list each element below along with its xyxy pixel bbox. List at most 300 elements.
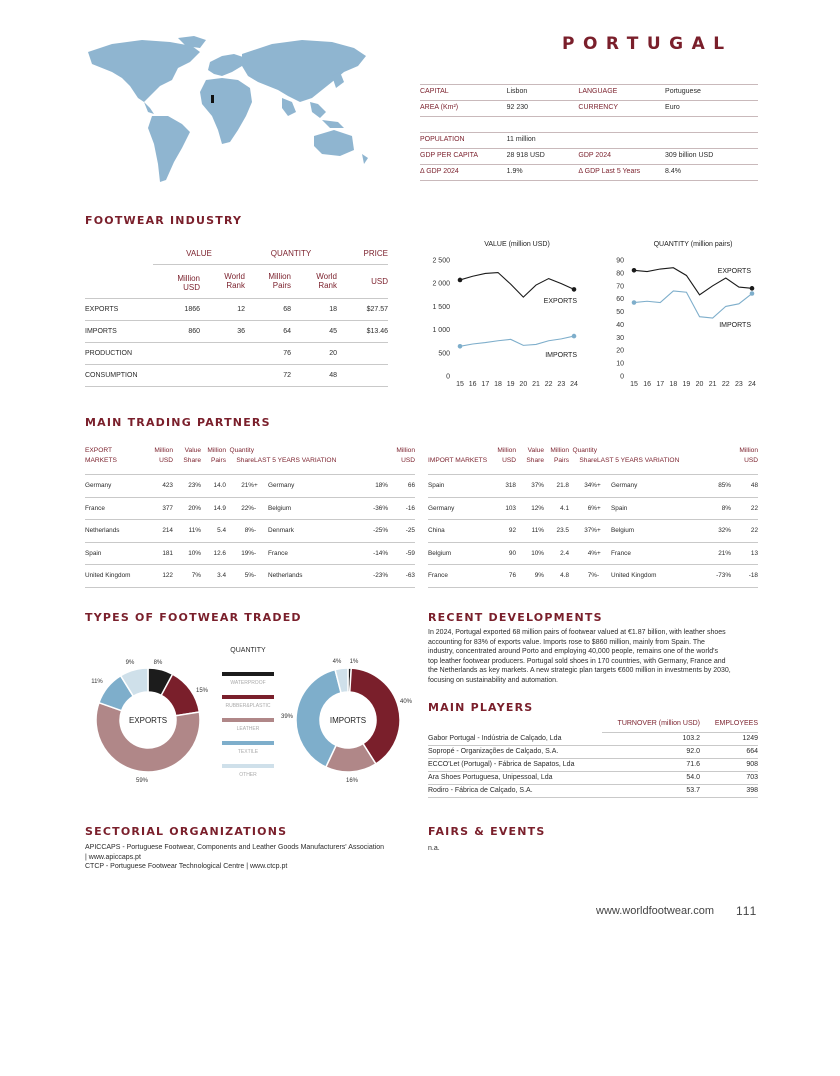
- player-cell: 54.0: [602, 771, 700, 784]
- trade-cell: 377: [145, 497, 173, 520]
- fairs-events-title: FAIRS & EVENTS: [428, 825, 546, 838]
- trade-cell: 48: [731, 475, 758, 498]
- x-tick-label: 20: [695, 381, 704, 388]
- trade-col-header: LAST 5 YEARS VARIATION: [597, 446, 703, 475]
- industry-cell: 12: [200, 298, 245, 320]
- trade-cell: 32%: [703, 520, 731, 543]
- donut-slice-label: 8%: [153, 660, 163, 666]
- y-tick-label: 60: [616, 296, 624, 304]
- legend-item: [222, 695, 274, 709]
- series-point: [632, 300, 637, 305]
- trade-cell: 4%: [569, 542, 597, 565]
- trade-cell: -16: [388, 497, 415, 520]
- series-line-imports: [634, 291, 752, 318]
- trade-cell: 66: [388, 475, 415, 498]
- series-point: [458, 278, 463, 283]
- info-value: [665, 133, 758, 149]
- industry-row-label: PRODUCTION: [85, 342, 153, 364]
- info-label: AREA (Km²): [420, 101, 507, 117]
- y-tick-label: 20: [616, 347, 624, 355]
- info-row: [420, 101, 758, 117]
- info-label: Δ GDP 2024: [420, 165, 507, 181]
- player-cell: 103.2: [602, 732, 700, 745]
- trade-market: Spain: [428, 475, 488, 498]
- player-cell: 398: [700, 784, 758, 797]
- imports-donut-chart: [278, 650, 418, 785]
- info-label: CAPITAL: [420, 85, 507, 101]
- trade-cell: 13: [731, 542, 758, 565]
- legend-swatch: [222, 695, 274, 699]
- trade-cell: 14.9: [201, 497, 226, 520]
- trade-row: [428, 542, 758, 565]
- industry-cell: 45: [291, 320, 337, 342]
- legend-label: LEATHER: [236, 726, 260, 732]
- trade-cell: -: [254, 542, 268, 565]
- series-label: IMPORTS: [545, 352, 577, 359]
- trade-cell: +: [597, 475, 611, 498]
- quantity-line-chart: [600, 236, 765, 392]
- trade-row: [85, 542, 415, 565]
- trade-cell: 11%: [516, 520, 544, 543]
- info-label: POPULATION: [420, 133, 507, 149]
- donut-slice-label: 9%: [125, 660, 135, 666]
- industry-row-label: IMPORTS: [85, 320, 153, 342]
- x-tick-label: 23: [734, 381, 743, 388]
- trade-col-header: [703, 446, 731, 475]
- player-name: Rodiro - Fábrica de Calçado, S.A.: [428, 784, 602, 797]
- trade-cell: -23%: [360, 565, 388, 588]
- trade-variation-market: Spain: [611, 497, 703, 520]
- recent-developments-text: [428, 628, 763, 685]
- trade-cell: 23.5: [544, 520, 569, 543]
- industry-cell: $13.46: [337, 320, 388, 342]
- trade-cell: 4.8: [544, 565, 569, 588]
- trade-header-row: [85, 446, 415, 475]
- trade-cell: 12%: [516, 497, 544, 520]
- x-tick-label: 15: [456, 381, 464, 388]
- info-value: Portuguese: [665, 85, 758, 101]
- industry-cell: 1866: [153, 298, 200, 320]
- recent-line: focusing on sustainability and automation.: [428, 676, 558, 684]
- donut-slice-label: 16%: [345, 778, 359, 784]
- trade-market: United Kingdom: [85, 565, 145, 588]
- trade-variation-market: Netherlands: [268, 565, 360, 588]
- industry-cell: [200, 342, 245, 364]
- donut-slice-label: 59%: [135, 778, 149, 784]
- trade-cell: 21.8: [544, 475, 569, 498]
- trade-cell: 9%: [516, 565, 544, 588]
- x-tick-label: 21: [532, 381, 540, 388]
- trade-col-header: LAST 5 YEARS VARIATION: [254, 446, 360, 475]
- trade-cell: 21%: [226, 475, 254, 498]
- trade-cell: -18: [731, 565, 758, 588]
- x-tick-label: 17: [656, 381, 665, 388]
- fairs-events-text: n.a.: [428, 845, 440, 852]
- trade-cell: 11%: [173, 520, 201, 543]
- trade-variation-market: Germany: [611, 475, 703, 498]
- world-map: [82, 32, 374, 194]
- trade-cell: 37%: [569, 520, 597, 543]
- trade-market: France: [85, 497, 145, 520]
- trade-row: [428, 497, 758, 520]
- trade-variation-market: United Kingdom: [611, 565, 703, 588]
- x-tick-label: 18: [669, 381, 678, 388]
- trade-col-header: [360, 446, 388, 475]
- trade-cell: 103: [488, 497, 516, 520]
- legend-item: [222, 718, 274, 732]
- industry-cell: 64: [245, 320, 291, 342]
- y-tick-label: 0: [620, 373, 624, 381]
- industry-cell: 48: [291, 364, 337, 386]
- trade-cell: -59: [388, 542, 415, 565]
- trade-cell: 10%: [173, 542, 201, 565]
- trade-market: Belgium: [428, 542, 488, 565]
- trade-cell: 423: [145, 475, 173, 498]
- info-label: Δ GDP Last 5 Years: [578, 165, 665, 181]
- trade-cell: -: [254, 520, 268, 543]
- trade-row: [85, 497, 415, 520]
- legend-swatch: [222, 741, 274, 745]
- recent-line: accounting for 83% of exports value. Imports rose to $860 million, mainly from Spain. The: [428, 638, 705, 646]
- col-million-usd: Million USD: [153, 264, 200, 298]
- player-name: Ara Shoes Portuguesa, Unipessoal, Lda: [428, 771, 602, 784]
- legend-label: WATERPROOF: [230, 680, 266, 686]
- legend-item: [222, 741, 274, 755]
- industry-cell: 72: [245, 364, 291, 386]
- country-info-table: [420, 84, 758, 117]
- info-value: 309 billion USD: [665, 149, 758, 165]
- trade-market: Germany: [85, 475, 145, 498]
- col-usd: USD: [337, 264, 388, 298]
- trade-cell: 4.1: [544, 497, 569, 520]
- trade-col-header: Million USD: [388, 446, 415, 475]
- trade-variation-market: Belgium: [611, 520, 703, 543]
- y-tick-label: 50: [616, 309, 624, 317]
- trade-cell: 23%: [173, 475, 201, 498]
- y-tick-label: 70: [616, 283, 624, 291]
- player-row: [428, 732, 758, 745]
- trade-col-header: Million USD: [145, 446, 173, 475]
- industry-cell: 68: [245, 298, 291, 320]
- line-chart-title: QUANTITY (million pairs): [653, 241, 733, 248]
- x-tick-label: 19: [682, 381, 691, 388]
- trade-variation-market: Germany: [268, 475, 360, 498]
- donut-slice-label: 15%: [195, 688, 209, 694]
- player-cell: 92.0: [602, 745, 700, 758]
- info-label: GDP PER CAPITA: [420, 149, 507, 165]
- org-ctcp: CTCP - Portuguese Footwear Technological Centre | www.ctcp.pt: [85, 863, 288, 870]
- trade-cell: 22: [731, 520, 758, 543]
- y-tick-label: 80: [616, 270, 624, 278]
- trade-col-header: Million Pairs: [544, 446, 569, 475]
- trade-variation-market: France: [611, 542, 703, 565]
- industry-cell: [200, 364, 245, 386]
- x-tick-label: 16: [468, 381, 477, 388]
- industry-cell: 36: [200, 320, 245, 342]
- x-tick-label: 20: [519, 381, 528, 388]
- info-value: 8.4%: [665, 165, 758, 181]
- group-value: VALUE: [153, 244, 245, 264]
- info-value: Euro: [665, 101, 758, 117]
- main-players-title: MAIN PLAYERS: [428, 701, 534, 714]
- donut-slice-label: 1%: [349, 659, 359, 665]
- trade-cell: 122: [145, 565, 173, 588]
- industry-row: [85, 298, 388, 320]
- player-cell: 53.7: [602, 784, 700, 797]
- donut-center-label: EXPORTS: [128, 716, 168, 725]
- player-cell: 908: [700, 758, 758, 771]
- y-tick-label: 1 500: [432, 303, 450, 311]
- trade-cell: 3.4: [201, 565, 226, 588]
- player-cell: 664: [700, 745, 758, 758]
- series-point: [632, 268, 637, 273]
- donut-slice-label: 39%: [280, 714, 294, 720]
- x-tick-label: 22: [721, 381, 730, 388]
- y-tick-label: 10: [616, 360, 624, 368]
- recent-line: the Netherlands as key markets. A new strategic plan targets €600 million in investments by 2030,: [428, 667, 731, 674]
- x-tick-label: 19: [506, 381, 515, 388]
- legend-label: OTHER: [239, 772, 257, 778]
- x-tick-label: 15: [630, 381, 638, 388]
- trade-cell: 7%: [173, 565, 201, 588]
- legend-swatch: [222, 672, 274, 676]
- trade-cell: 22: [731, 497, 758, 520]
- legend-label: TEXTILE: [237, 749, 259, 755]
- info-row: [420, 85, 758, 101]
- import-markets-table: [428, 446, 758, 588]
- group-quantity: QUANTITY: [245, 244, 337, 264]
- trade-cell: 34%: [569, 475, 597, 498]
- info-value: 1.9%: [507, 165, 579, 181]
- info-label: GDP 2024: [578, 149, 665, 165]
- trade-col-header: IMPORT MARKETS: [428, 446, 488, 475]
- series-point: [572, 334, 577, 339]
- recent-developments-title: RECENT DEVELOPMENTS: [428, 611, 603, 624]
- x-tick-label: 16: [643, 381, 652, 388]
- trade-cell: +: [254, 475, 268, 498]
- legend-item: [222, 672, 274, 686]
- info-value: 28 918 USD: [507, 149, 579, 165]
- industry-row: [85, 320, 388, 342]
- industry-row-label: EXPORTS: [85, 298, 153, 320]
- trade-col-header: Value Share: [173, 446, 201, 475]
- trade-cell: -14%: [360, 542, 388, 565]
- footer-url: www.worldfootwear.com: [596, 905, 714, 917]
- recent-line: In 2024, Portugal exported 68 million pairs of footwear valued at €1.87 billion, with leather shoes: [428, 629, 726, 636]
- info-value: Lisbon: [507, 85, 579, 101]
- trade-cell: 318: [488, 475, 516, 498]
- series-point: [458, 344, 463, 349]
- col-world-rank: World Rank: [200, 264, 245, 298]
- trade-cell: 181: [145, 542, 173, 565]
- series-point: [572, 287, 577, 292]
- trade-cell: +: [597, 497, 611, 520]
- x-tick-label: 21: [708, 381, 717, 388]
- series-line-imports: [460, 336, 574, 346]
- trade-col-header: Million USD: [488, 446, 516, 475]
- line-chart-title: VALUE (million USD): [484, 241, 550, 248]
- trade-variation-market: Belgium: [268, 497, 360, 520]
- player-row: [428, 784, 758, 797]
- industry-cell: $27.57: [337, 298, 388, 320]
- industry-cell: 18: [291, 298, 337, 320]
- economy-info-table: [420, 132, 758, 181]
- series-point: [750, 291, 755, 296]
- group-price: PRICE: [337, 244, 388, 264]
- industry-row: [85, 342, 388, 364]
- trade-cell: 8%: [703, 497, 731, 520]
- y-tick-label: 30: [616, 334, 624, 342]
- player-row: [428, 758, 758, 771]
- sectorial-orgs-title: SECTORIAL ORGANIZATIONS: [85, 825, 288, 838]
- industry-cell: 76: [245, 342, 291, 364]
- trade-col-header: EXPORT MARKETS: [85, 446, 145, 475]
- industry-cell: [337, 342, 388, 364]
- value-line-chart: [420, 236, 590, 392]
- trade-cell: 214: [145, 520, 173, 543]
- trade-cell: 19%: [226, 542, 254, 565]
- recent-line: industry, concentrated around Porto and employing 40,000 people, remains one of the world's: [428, 648, 718, 655]
- player-row: [428, 745, 758, 758]
- footwear-industry-title: FOOTWEAR INDUSTRY: [85, 214, 243, 227]
- y-tick-label: 2 500: [432, 257, 450, 265]
- trade-cell: 7%: [569, 565, 597, 588]
- recent-line: top leather footwear producers. Portugal sold shoes in 170 countries, with Germany, France and: [428, 657, 726, 665]
- series-label: IMPORTS: [719, 322, 751, 329]
- industry-row-label: CONSUMPTION: [85, 364, 153, 386]
- trade-cell: -63: [388, 565, 415, 588]
- y-tick-label: 1 000: [432, 327, 450, 335]
- x-tick-label: 24: [748, 381, 756, 388]
- trade-cell: 22%: [226, 497, 254, 520]
- exports-donut-chart: [88, 650, 218, 785]
- trade-cell: 8%: [226, 520, 254, 543]
- y-tick-label: 500: [438, 350, 450, 358]
- trade-cell: 20%: [173, 497, 201, 520]
- trade-row: [428, 565, 758, 588]
- pie-legend: [222, 672, 274, 787]
- trade-header-row: [428, 446, 758, 475]
- player-cell: 703: [700, 771, 758, 784]
- player-cell: 1249: [700, 732, 758, 745]
- player-row: [428, 771, 758, 784]
- main-players-table: [428, 716, 758, 798]
- trade-cell: 85%: [703, 475, 731, 498]
- page-number: 111: [736, 904, 758, 918]
- trade-row: [85, 475, 415, 498]
- sectorial-orgs-text: [85, 843, 384, 872]
- org-apiccaps-url: | www.apiccaps.pt: [85, 853, 141, 861]
- industry-cell: [153, 364, 200, 386]
- trade-cell: 6%: [569, 497, 597, 520]
- series-line-exports: [460, 273, 574, 298]
- col-million-pairs: Million Pairs: [245, 264, 291, 298]
- footwear-industry-table: [85, 244, 388, 387]
- industry-cell: 860: [153, 320, 200, 342]
- trade-cell: -25%: [360, 520, 388, 543]
- trade-row: [428, 520, 758, 543]
- donut-slice-label: 40%: [399, 699, 413, 705]
- trade-cell: 18%: [360, 475, 388, 498]
- player-name: Gabor Portugal - Indústria de Calçado, Lda: [428, 732, 602, 745]
- trading-partners-title: MAIN TRADING PARTNERS: [85, 416, 271, 429]
- y-tick-label: 2 000: [432, 280, 450, 288]
- trade-col-header: Quantity Share: [569, 446, 597, 475]
- x-tick-label: 23: [557, 381, 566, 388]
- info-label: LANGUAGE: [578, 85, 665, 101]
- trade-cell: +: [597, 520, 611, 543]
- trade-cell: -: [254, 497, 268, 520]
- player-name: Sopropé - Organizações de Calçado, S.A.: [428, 745, 602, 758]
- series-point: [750, 286, 755, 291]
- x-tick-label: 17: [481, 381, 490, 388]
- trade-cell: 5.4: [201, 520, 226, 543]
- trade-cell: -73%: [703, 565, 731, 588]
- legend-label: RUBBER&PLASTIC: [225, 703, 271, 709]
- trade-market: Spain: [85, 542, 145, 565]
- x-tick-label: 18: [494, 381, 502, 388]
- trade-cell: -: [597, 565, 611, 588]
- trade-cell: 5%: [226, 565, 254, 588]
- industry-cell: [337, 364, 388, 386]
- donut-slice-label: 4%: [332, 659, 342, 665]
- industry-cell: [153, 342, 200, 364]
- trade-cell: -25: [388, 520, 415, 543]
- y-tick-label: 40: [616, 321, 624, 329]
- trade-cell: 2.4: [544, 542, 569, 565]
- trade-cell: 37%: [516, 475, 544, 498]
- trade-market: China: [428, 520, 488, 543]
- trade-market: Germany: [428, 497, 488, 520]
- legend-item: [222, 764, 274, 778]
- legend-title: QUANTITY: [230, 647, 266, 654]
- info-label: [578, 133, 665, 149]
- trade-cell: 12.6: [201, 542, 226, 565]
- trade-cell: -36%: [360, 497, 388, 520]
- export-markets-table: [85, 446, 415, 588]
- trade-cell: 10%: [516, 542, 544, 565]
- trade-market: France: [428, 565, 488, 588]
- trade-row: [85, 565, 415, 588]
- trade-cell: 14.0: [201, 475, 226, 498]
- col-world-rank-q: World Rank: [291, 264, 337, 298]
- player-cell: 71.6: [602, 758, 700, 771]
- trade-col-header: Million USD: [731, 446, 758, 475]
- col-turnover: TURNOVER (million USD): [602, 716, 700, 732]
- trade-cell: +: [597, 542, 611, 565]
- industry-row: [85, 364, 388, 386]
- donut-center-label: IMPORTS: [329, 716, 367, 725]
- info-value: 92 230: [507, 101, 579, 117]
- trade-market: Netherlands: [85, 520, 145, 543]
- trade-cell: -: [254, 565, 268, 588]
- trade-variation-market: Denmark: [268, 520, 360, 543]
- info-value: 11 million: [507, 133, 579, 149]
- legend-swatch: [222, 764, 274, 768]
- trade-col-header: Million Pairs: [201, 446, 226, 475]
- page-title: PORTUGAL: [562, 34, 733, 54]
- trade-cell: 76: [488, 565, 516, 588]
- trade-variation-market: France: [268, 542, 360, 565]
- trade-cell: 90: [488, 542, 516, 565]
- x-tick-label: 22: [544, 381, 553, 388]
- y-tick-label: 0: [446, 373, 450, 381]
- trade-cell: 21%: [703, 542, 731, 565]
- info-row: [420, 133, 758, 149]
- legend-swatch: [222, 718, 274, 722]
- player-name: ECCO'Let (Portugal) - Fábrica de Sapatos, Lda: [428, 758, 602, 771]
- org-apiccaps: APICCAPS - Portuguese Footwear, Components and Leather Goods Manufacturers' Association: [85, 844, 384, 851]
